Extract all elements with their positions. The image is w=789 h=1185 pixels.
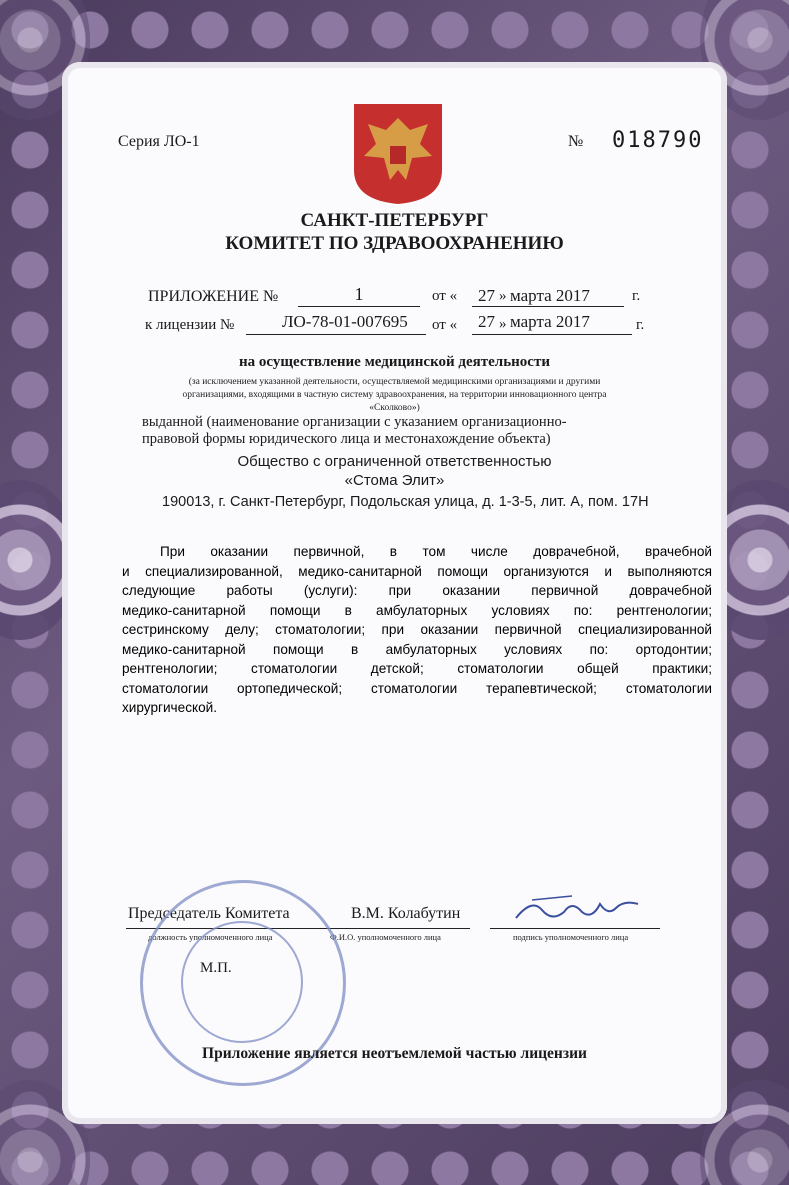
series-label: Серия ЛО-1: [118, 133, 200, 150]
name-caption: Ф.И.О. уполномоченного лица: [330, 932, 441, 942]
organization-line-1: Общество с ограниченной ответственностью: [237, 453, 552, 470]
services-text-line: медико-санитарной помощи в амбулаторных условиях по: ортодонтии;: [122, 641, 712, 657]
appendix-day: 27: [478, 286, 495, 305]
issued-line-1: выданной (наименование организации с указанием организационно-: [142, 414, 567, 430]
appendix-year-suffix: г.: [632, 288, 641, 304]
services-text-line: следующие работы (услуги): при оказании первичной доврачебной: [122, 583, 712, 598]
organization-address: 190013, г. Санкт-Петербург, Подольская улица, д. 1-3-5, лит. А, пом. 17Н: [162, 494, 649, 510]
appendix-quote: »: [499, 288, 507, 304]
appendix-label: ПРИЛОЖЕНИЕ №: [148, 288, 279, 305]
activity-title: на осуществление медицинской деятельности: [239, 354, 550, 370]
license-day: 27: [478, 312, 495, 331]
license-year-suffix: г.: [636, 317, 645, 333]
sign-caption: подпись уполномоченного лица: [513, 932, 629, 942]
services-text-line: и специализированной, медико-санитарной помощи организуются и выполняются: [122, 563, 712, 579]
services-text-line: рентгенологии; стоматологии детской; стоматологии общей практики;: [122, 661, 712, 676]
services-text-block: [122, 542, 712, 718]
appendix-month-year: марта 2017: [510, 286, 590, 305]
services-text-line: медико-санитарной помощи в амбулаторных условиях по: рентгенологии;: [122, 602, 712, 618]
license-from: от «: [432, 317, 458, 333]
activity-note-line-1: (за исключением указанной деятельности, осуществляемой медицинскими организациями и другими: [188, 377, 601, 387]
name-line: [322, 928, 470, 929]
appendix-number-line: [298, 306, 420, 307]
appendix-date-line: [472, 306, 624, 307]
position-caption: должность уполномоченного лица: [148, 932, 273, 942]
license-number: ЛО-78-01-007695: [282, 312, 408, 331]
coat-of-arms-emblem: [350, 100, 446, 206]
activity-note-line-3: «Сколково»): [369, 403, 420, 413]
organization-line-2: «Стома Элит»: [344, 472, 445, 489]
seal-place-label: М.П.: [200, 960, 232, 976]
license-label: к лицензии №: [145, 317, 235, 333]
activity-note-line-2: организациями, входящими в частную систему здравоохранения, на территории инновационного центра: [182, 390, 607, 400]
services-text-line: При оказании первичной, в том числе доврачебной, врачебной: [160, 544, 712, 559]
services-text-line: сестринскому делу; стоматологии; при оказании первичной специализированной: [122, 622, 712, 637]
signatory-position: Председатель Комитета: [128, 905, 290, 922]
appendix-footer-note: Приложение является неотъемлемой частью лицензии: [202, 1045, 587, 1062]
license-quote: »: [499, 316, 507, 332]
license-form-number: 018790: [612, 128, 704, 153]
services-text-line: хирургической.: [122, 700, 218, 715]
license-number-line: [246, 334, 426, 335]
number-sign: №: [568, 133, 584, 150]
issued-line-2: правовой формы юридического лица и местонахождение объекта): [142, 431, 551, 447]
signatory-name: В.М. Колабутин: [351, 905, 461, 922]
license-month-year: марта 2017: [510, 312, 590, 331]
city-heading: САНКТ-ПЕТЕРБУРГ: [300, 210, 489, 231]
appendix-from: от «: [432, 288, 458, 304]
handwritten-signature: [512, 890, 642, 930]
appendix-number: 1: [354, 284, 364, 304]
license-date-line: [472, 334, 632, 335]
services-text-line: стоматологии ортопедической; стоматологии терапевтической; стоматологии: [122, 680, 712, 696]
committee-heading: КОМИТЕТ ПО ЗДРАВООХРАНЕНИЮ: [225, 233, 564, 254]
